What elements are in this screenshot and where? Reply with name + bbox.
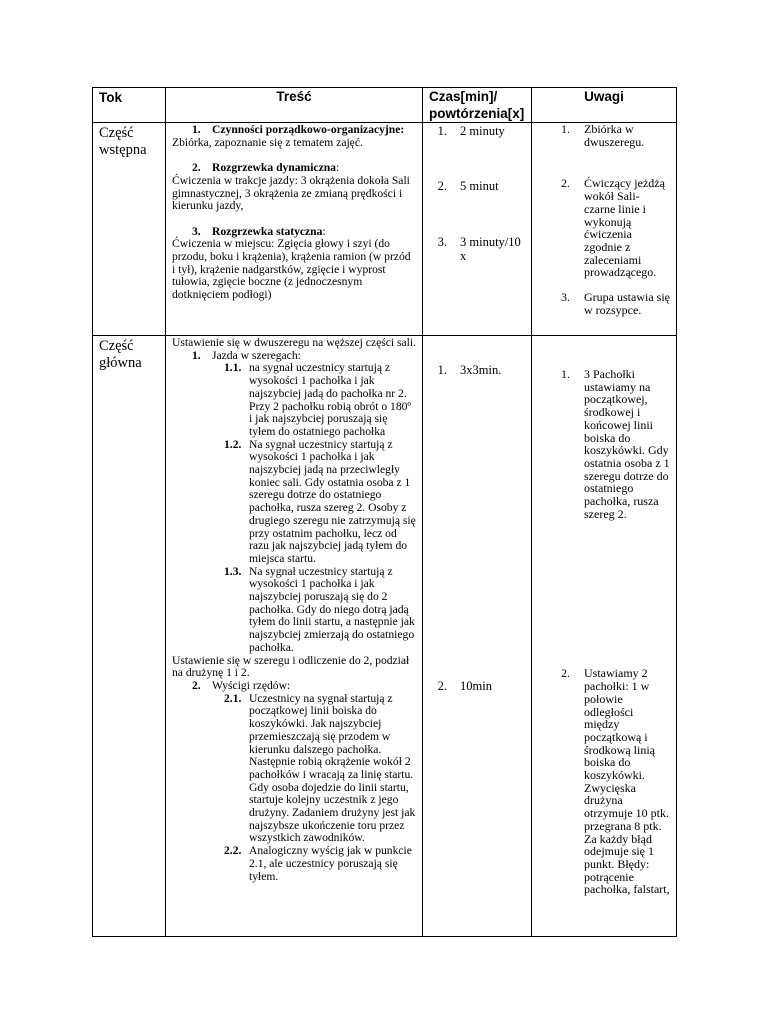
item-text: Zbiórka w dwuszeregu. xyxy=(584,122,645,149)
sub-number: 2.2. xyxy=(224,844,242,858)
item-number: 2. xyxy=(437,179,447,193)
sub-text: Na sygnał uczestnicy startują z wysokości 1 pachołka i jak najszybciej poruszają się do 2 pachołka. Gdy do niego dotrą jadą tyłem do linii startu, a następnie jak najszybciej zmierzają do ostatniego pachołka. xyxy=(249,564,415,654)
block-title: Rozgrzewka dynamiczna xyxy=(212,161,336,175)
block-heading xyxy=(172,162,416,175)
block-number: 1. xyxy=(192,348,201,362)
content-cell xyxy=(166,123,423,336)
item-number: 2. xyxy=(437,679,447,693)
sub-item xyxy=(172,362,416,438)
content-cell xyxy=(166,336,423,937)
time-item xyxy=(423,679,527,693)
block-text: Ćwiczenia w miejscu: Zgięcia głowy i szyi (do przodu, boku i krążenia), krążenia ramion (w przód i tył), krążenie nadgarstków, zgięcie i wyprost tułowia, zgięcie boczne (z jednoczesnym dotknięciem podłogi) xyxy=(172,237,411,302)
item-number: 1. xyxy=(437,363,447,377)
block-number: 2. xyxy=(192,678,201,692)
sub-text: Uczestnicy na sygnał startują z początkowej linii boiska do koszykówki. Jak najszybciej przemieszczają się przodem w kierunku dalszego pachołka. Następnie robią okrążenie wokół 2 pachołków i wracają za linię startu. Gdy osoba dojedzie do linii startu, startuje kolejny uczestnik z jego drużyny. Zadaniem drużyny jest jak najszybsze ukończenie toru przez wszystkich zawodników. xyxy=(249,691,416,845)
item-text: 3x3min. xyxy=(460,363,502,377)
time-item xyxy=(423,124,527,138)
block-heading xyxy=(172,680,416,693)
notes-cell xyxy=(532,336,677,937)
sub-number: 1.2. xyxy=(224,437,242,451)
table-row-intro-part xyxy=(93,123,677,336)
item-text: Grupa ustawia się w rozsypce. xyxy=(584,290,670,317)
item-text: 10min xyxy=(460,679,492,693)
block-number: 1. xyxy=(192,123,201,136)
sub-text: Na sygnał uczestnicy startują z wysokości 1 pachołka i jak najszybciej jadą na przeciwległy koniec sali. Gdy ostatnia osoba z 1 szeregu dotrze do ostatniego pachołka, rusza szereg 2. Osoby z drugiego szeregu nie zatrzymują się przy ostatnim pachołku, lecz od razu jak najszybciej jadą tyłem do miejsca startu. xyxy=(249,437,416,565)
block-title: Czynności porządkowo-organizacyjne: xyxy=(212,123,405,136)
note-item xyxy=(532,123,670,148)
item-number: 2. xyxy=(561,666,570,681)
section-label xyxy=(93,123,166,336)
item-text: 5 minut xyxy=(460,179,499,193)
intro-text: Ustawienie się w dwuszeregu na węższej części sali. xyxy=(172,336,417,349)
item-text: Ustawiamy 2 pachołki: 1 w połowie odległości między początkową i środkową linią boiska do koszykówki. Zwycięska drużyna otrzymuje 10 ptk. przegrana 8 ptk. Za każdy błąd odejmuje się 1 punkt. Błędy: potrącenie pachołka, falstart, xyxy=(584,666,670,897)
header-notes: Uwagi xyxy=(532,88,677,123)
item-number: 1. xyxy=(561,122,570,136)
sub-item xyxy=(172,693,416,845)
block-colon: : xyxy=(335,161,340,175)
item-text: 2 minuty xyxy=(460,124,505,138)
section-name: Część wstępna xyxy=(99,125,147,158)
block-title: Wyścigi rzędów: xyxy=(212,678,291,692)
time-cell xyxy=(423,123,532,336)
sub-item xyxy=(172,566,416,655)
time-item xyxy=(423,363,527,377)
section-label xyxy=(93,336,166,937)
time-item xyxy=(423,179,527,193)
item-text: 3 minuty/10 x xyxy=(460,235,521,263)
block-title: Rozgrzewka statyczna xyxy=(212,224,323,238)
block-title: Jazda w szeregach: xyxy=(212,348,301,362)
table-row-main-part xyxy=(93,336,677,937)
time-item xyxy=(423,235,527,263)
header-stage: Tok xyxy=(93,88,166,123)
sub-item xyxy=(172,439,416,566)
block-colon: : xyxy=(322,224,326,238)
header-content: Treść xyxy=(166,88,423,123)
block-heading xyxy=(172,124,416,137)
item-number: 1. xyxy=(437,124,447,138)
item-number: 2. xyxy=(561,176,570,191)
sub-text: Analogiczny wyścig jak w punkcie 2.1, ale uczestnicy poruszają się tyłem. xyxy=(249,844,412,883)
item-text: Ćwiczący jeżdżą wokół Sali- czarne linie i wykonują ćwiczenia zgodnie z zaleceniami prowadzącego. xyxy=(584,176,665,280)
interlude-text: Ustawienie się w szeregu i odliczenie do 2, podział na drużynę 1 i 2. xyxy=(172,653,410,680)
block-text: Zbiórka, zapoznanie się z tematem zajęć. xyxy=(172,135,363,149)
note-item xyxy=(532,291,670,316)
item-number: 1. xyxy=(561,367,570,381)
header-row xyxy=(93,88,677,123)
header-time: Czas[min]/ powtórzenia[x] xyxy=(423,88,532,123)
lesson-plan-table xyxy=(92,87,677,937)
item-number: 3. xyxy=(561,290,570,305)
sub-number: 1.3. xyxy=(224,564,242,578)
sub-text: na sygnał uczestnicy startują z wysokości 1 pachołka i jak najszybciej jadą do pachołka nr 2. Przy 2 pachołku robią obrót o 180º i jak najszybciej poruszają się tyłem do ostatniego pachołka xyxy=(249,361,412,438)
item-text: 3 Pachołki ustawiamy na początkowej, środkowej i końcowej linii boiska do koszykówki. Gdy ostatnia osoba z 1 szeregu dotrze do ostatniego pachołka, rusza szereg 2. xyxy=(584,367,670,521)
sub-number: 1.1. xyxy=(224,361,242,375)
block-number: 3. xyxy=(192,224,201,238)
notes-cell xyxy=(532,123,677,336)
sub-item xyxy=(172,845,416,883)
note-item xyxy=(532,667,670,896)
block-number: 2. xyxy=(192,161,201,175)
time-cell xyxy=(423,336,532,937)
block-text: Ćwiczenia w trakcje jazdy: 3 okrążenia dokoła Sali gimnastycznej, 3 okrążenia ze zmianą prędkości i kierunku jazdy, xyxy=(172,173,410,213)
sub-number: 2.1. xyxy=(224,691,242,705)
note-item xyxy=(532,368,670,520)
note-item xyxy=(532,177,670,279)
item-number: 3. xyxy=(437,235,447,249)
section-name: Część główna xyxy=(99,338,142,371)
